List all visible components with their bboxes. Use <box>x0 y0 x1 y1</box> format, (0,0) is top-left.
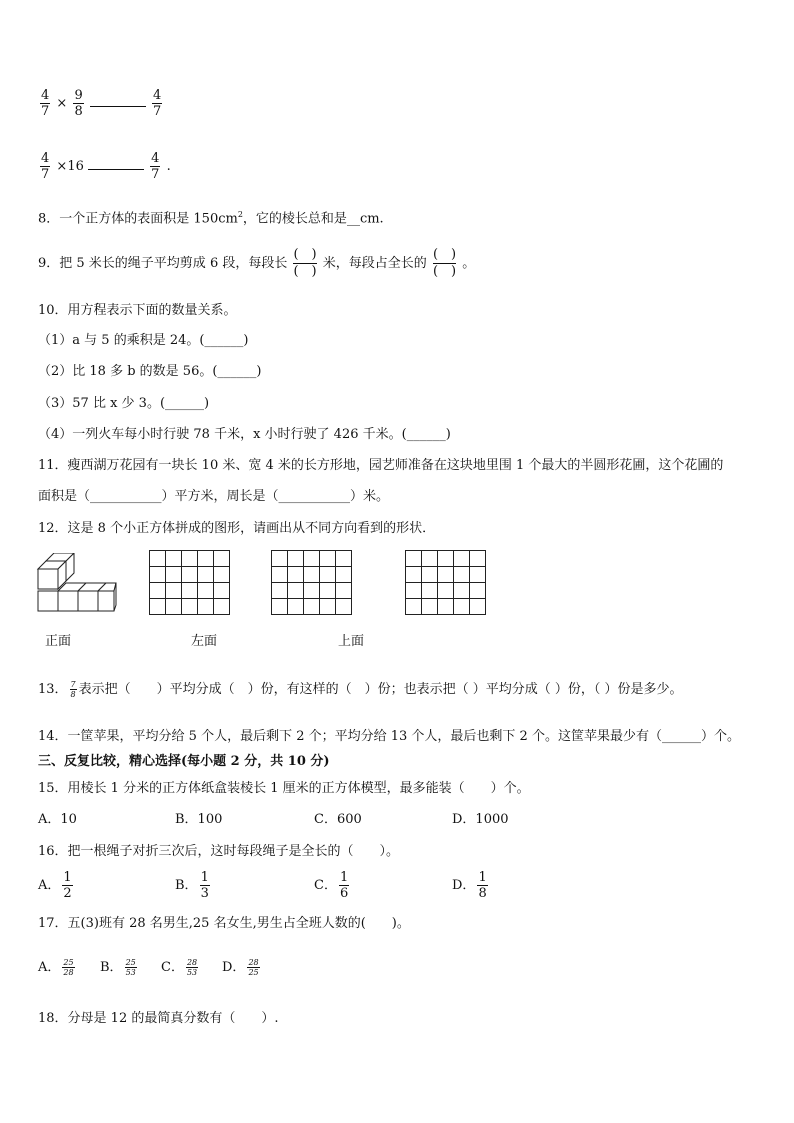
answer-fraction[interactable] <box>293 247 316 280</box>
option-b[interactable]: B．100 <box>175 812 223 827</box>
label-top: 上面 <box>338 634 365 649</box>
denominator-blank[interactable]: ( ) <box>432 264 457 279</box>
denominator: 53 <box>186 968 198 977</box>
denominator: 8 <box>74 104 83 119</box>
fraction <box>477 870 487 901</box>
period: . <box>166 159 171 174</box>
option-letter: B． <box>100 960 123 975</box>
question-13 <box>38 680 683 699</box>
numerator: 4 <box>151 151 160 166</box>
fraction <box>200 870 210 901</box>
option-letter: B． <box>175 878 198 893</box>
question-11-line1: 11．瘦西湖万花园有一块长 10 米、宽 4 米的长方形地，园艺师准备在这块地里围 1 个最大的半圆形花圃，这个花圃的 <box>38 458 724 473</box>
q8-text: cm. <box>359 211 384 227</box>
cube-figure <box>36 553 118 615</box>
denominator: 8 <box>70 690 76 699</box>
grid-top-view[interactable] <box>271 550 352 615</box>
q13-number: 13． <box>38 682 68 697</box>
label-front: 正面 <box>45 634 72 649</box>
fraction <box>152 88 162 119</box>
denominator: 25 <box>248 968 259 977</box>
option-d[interactable] <box>452 870 490 901</box>
numerator: 1 <box>339 870 349 885</box>
superscript: 2 <box>237 210 243 219</box>
q9-text: 9．把 5 米长的绳子平均剪成 6 段，每段长 <box>38 256 288 271</box>
denominator: 7 <box>41 167 50 182</box>
fraction <box>70 680 77 699</box>
option-letter: A． <box>38 878 61 893</box>
numerator: 9 <box>74 88 83 103</box>
option-a[interactable] <box>38 870 75 901</box>
denominator: 8 <box>478 886 487 901</box>
question-16: 16．把一根绳子对折三次后，这时每段绳子是全长的（ ）。 <box>38 844 400 859</box>
question-9 <box>38 247 475 280</box>
option-c[interactable] <box>314 870 351 901</box>
denominator-blank[interactable]: ( ) <box>293 264 317 279</box>
fraction <box>247 958 259 977</box>
answer-fraction[interactable] <box>433 247 456 280</box>
denominator: 3 <box>200 886 209 901</box>
question-10-title: 10．用方程表示下面的数量关系。 <box>38 303 237 318</box>
numerator: 28 <box>248 958 259 967</box>
fraction <box>40 88 50 119</box>
section-heading: 三、反复比较，精心选择(每小题 2 分，共 10 分) <box>38 754 330 769</box>
option-b[interactable] <box>100 958 139 977</box>
q9-text: 米，每段占全长的 <box>322 256 427 271</box>
q9-text: 。 <box>462 256 476 271</box>
numerator: 4 <box>41 88 50 103</box>
denominator: 28 <box>63 968 74 977</box>
option-a[interactable] <box>38 958 77 977</box>
denominator: 53 <box>125 968 136 977</box>
denominator: 7 <box>151 167 160 182</box>
q10-item: （4）一列火车每小时行驶 78 千米，x 小时行驶了 426 千米。(______) <box>38 427 451 442</box>
expr-line-2 <box>38 151 171 182</box>
option-d[interactable]: D．1000 <box>452 812 509 827</box>
numerator: 1 <box>478 870 487 885</box>
question-11-line2: 面积是（___________）平方米，周长是（___________）米。 <box>38 489 390 504</box>
operator: ×16 <box>56 159 84 174</box>
question-18: 18．分母是 12 的最简真分数有（ ）. <box>38 1011 279 1026</box>
fraction <box>339 870 349 901</box>
numerator: 4 <box>153 88 162 103</box>
option-a[interactable]: A．10 <box>38 812 77 827</box>
numerator: 25 <box>63 958 74 967</box>
option-letter: A． <box>38 960 61 975</box>
option-c[interactable] <box>161 958 200 977</box>
numerator: 25 <box>125 958 136 967</box>
numerator: 7 <box>70 680 76 689</box>
numerator: 1 <box>200 870 209 885</box>
q10-item: （3）57 比 x 少 3。(______) <box>38 396 210 411</box>
operator: × <box>56 96 68 111</box>
question-12: 12．这是 8 个小正方体拼成的图形，请画出从不同方向看到的形状． <box>38 521 436 536</box>
denominator: 6 <box>339 886 349 901</box>
label-left: 左面 <box>191 634 218 649</box>
question-8 <box>38 206 384 228</box>
question-15: 15．用棱长 1 分米的正方体纸盒装棱长 1 厘米的正方体模型，最多能装（ ）个。 <box>38 781 530 796</box>
option-letter: D． <box>452 878 476 893</box>
q10-item: （2）比 18 多 b 的数是 56。(______) <box>38 364 262 379</box>
fraction <box>40 151 50 182</box>
answer-blank[interactable]: __ <box>346 211 360 227</box>
answer-blank[interactable] <box>90 106 146 107</box>
numerator-blank[interactable]: ( ) <box>432 247 457 262</box>
option-letter: C． <box>314 878 337 893</box>
grid-left-view[interactable] <box>149 550 230 615</box>
q10-item: （1）a 与 5 的乘积是 24。(______) <box>38 333 249 348</box>
fraction <box>73 88 83 119</box>
fraction <box>62 958 74 977</box>
denominator: 2 <box>63 886 72 901</box>
option-letter: C． <box>161 960 184 975</box>
question-14: 14．一筐苹果，平均分给 5 个人，最后剩下 2 个；平均分给 13 个人，最后也剩下 2 个。这筐苹果最少有（______）个。 <box>38 729 740 744</box>
numerator: 1 <box>63 870 72 885</box>
option-letter: D． <box>222 960 246 975</box>
question-17: 17．五(3)班有 28 名男生,25 名女生,男生占全班人数的( )。 <box>38 916 410 931</box>
fraction <box>150 151 160 182</box>
option-b[interactable] <box>175 870 212 901</box>
option-d[interactable] <box>222 958 262 977</box>
q13-text: 表示把（ ）平均分成（ ）份，有这样的（ ）份；也表示把（ ）平均分成（ ）份，（ ）份是多少。 <box>78 682 683 697</box>
denominator: 7 <box>41 104 50 119</box>
option-c[interactable]: C．600 <box>314 812 362 827</box>
grid-extra-view[interactable] <box>405 550 486 615</box>
numerator: 28 <box>186 958 198 967</box>
numerator-blank[interactable]: ( ) <box>293 247 317 262</box>
answer-blank[interactable] <box>88 169 144 170</box>
numerator: 4 <box>41 151 50 166</box>
fraction <box>186 958 198 977</box>
denominator: 7 <box>153 104 162 119</box>
expr-line-1 <box>38 88 164 119</box>
q8-text: ，它的棱长总和是 <box>242 211 347 227</box>
fraction <box>125 958 137 977</box>
fraction <box>62 870 72 901</box>
q8-text: 8．一个正方体的表面积是 150cm <box>38 211 238 227</box>
